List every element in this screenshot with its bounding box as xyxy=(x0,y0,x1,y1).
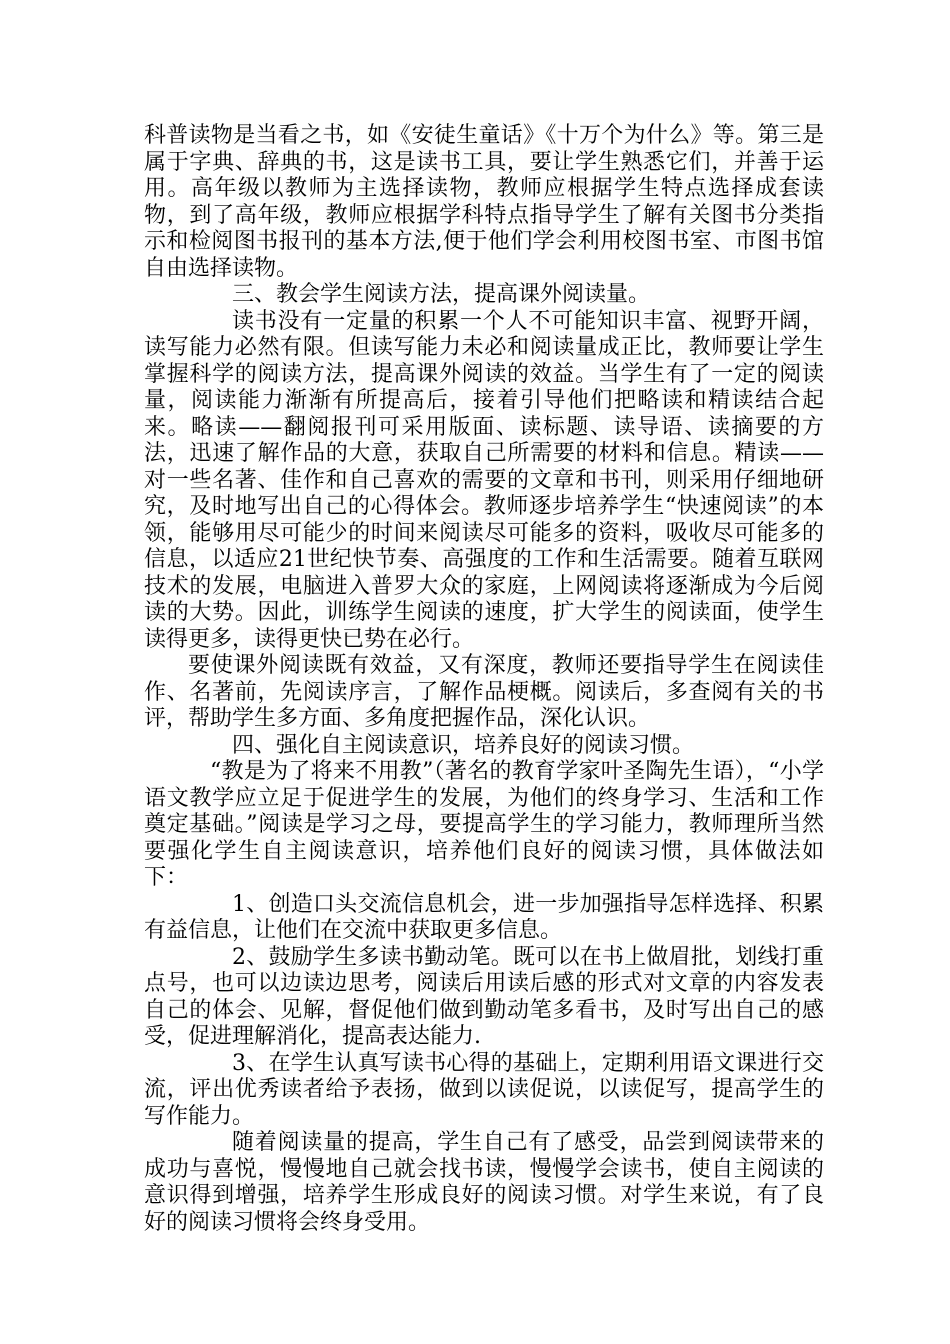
body-paragraph: 科普读物是当看之书，如《安徒生童话》《十万个为什么》等。第三是属于字典、辞典的书，这是读书工具，要让学生熟悉它们，并善于运用。高年级以教师为主选择读物，教师应根据学生特点选择成套读物，到了高年级，教师应根据学科特点指导学生了解有关图书分类指示和检阅图书报刊的基本方法,便于他们学会利用校图书室、市图书馆自由选择读物。 xyxy=(144,123,824,281)
document-body xyxy=(144,123,824,1236)
list-item: 2、鼓励学生多读书勤动笔。既可以在书上做眉批，划线打重点号，也可以边读边思考，阅读后用读后感的形式对文章的内容发表自己的体会、见解，督促他们做到勤动笔多看书，及时写出自己的感受，促进理解消化，提高表达能力. xyxy=(144,944,824,1049)
list-item: 1、创造口头交流信息机会，进一步加强指导怎样选择、积累有益信息，让他们在交流中获取更多信息。 xyxy=(144,891,824,943)
section-heading-four: 四、强化自主阅读意识，培养良好的阅读习惯。 xyxy=(232,732,695,758)
body-paragraph: 读书没有一定量的积累一个人不可能知识丰富、视野开阔，读写能力必然有限。但读写能力未必和阅读量成正比，教师要让学生掌握科学的阅读方法，提高课外阅读的效益。当学生有了一定的阅读量，阅读能力渐渐有所提高后，接着引导他们把略读和精读结合起来。略读——翻阅报刊可采用版面、读标题、读导语、读摘要的方法，迅速了解作品的大意，获取自己所需要的材料和信息。精读——对一些名著、佳作和自己喜欢的需要的文章和书刊，则采用仔细地研究，及时地写出自己的心得体会。教师逐步培养学生“快速阅读”的本领，能够用尽可能少的时间来阅读尽可能多的资料，吸收尽可能多的信息，以适应21世纪快节奏、高强度的工作和生活需要。随着互联网技术的发展，电脑进入普罗大众的家庭，上网阅读将逐渐成为今后阅读的大势。因此，训练学生阅读的速度，扩大学生的阅读面，使学生读得更多，读得更快已势在必行。 xyxy=(144,308,824,652)
body-paragraph: “教是为了将来不用教”（著名的教育学家叶圣陶先生语），“小学语文教学应立足于促进学生的发展，为他们的终身学习、生活和工作奠定基础。”阅读是学习之母，要提高学生的学习能力，教师理所当然要强化学生自主阅读意识，培养他们良好的阅读习惯，具体做法如下： xyxy=(144,759,824,890)
list-item: 3、在学生认真写读书心得的基础上，定期利用语文课进行交流，评出优秀读者给予表扬，做到以读促说，以读促写，提高学生的写作能力。 xyxy=(144,1050,824,1129)
body-paragraph: 随着阅读量的提高，学生自己有了感受，品尝到阅读带来的成功与喜悦，慢慢地自己就会找书读，慢慢学会读书，使自主阅读的意识得到增强，培养学生形成良好的阅读习惯。对学生来说，有了良好的阅读习惯将会终身受用。 xyxy=(144,1130,824,1235)
section-heading-three: 三、教会学生阅读方法，提高课外阅读量。 xyxy=(232,282,651,307)
body-paragraph: 要使课外阅读既有效益，又有深度，教师还要指导学生在阅读佳作、名著前，先阅读序言，了解作品梗概。阅读后，多查阅有关的书评，帮助学生多方面、多角度把握作品，深化认识。 xyxy=(144,653,824,731)
